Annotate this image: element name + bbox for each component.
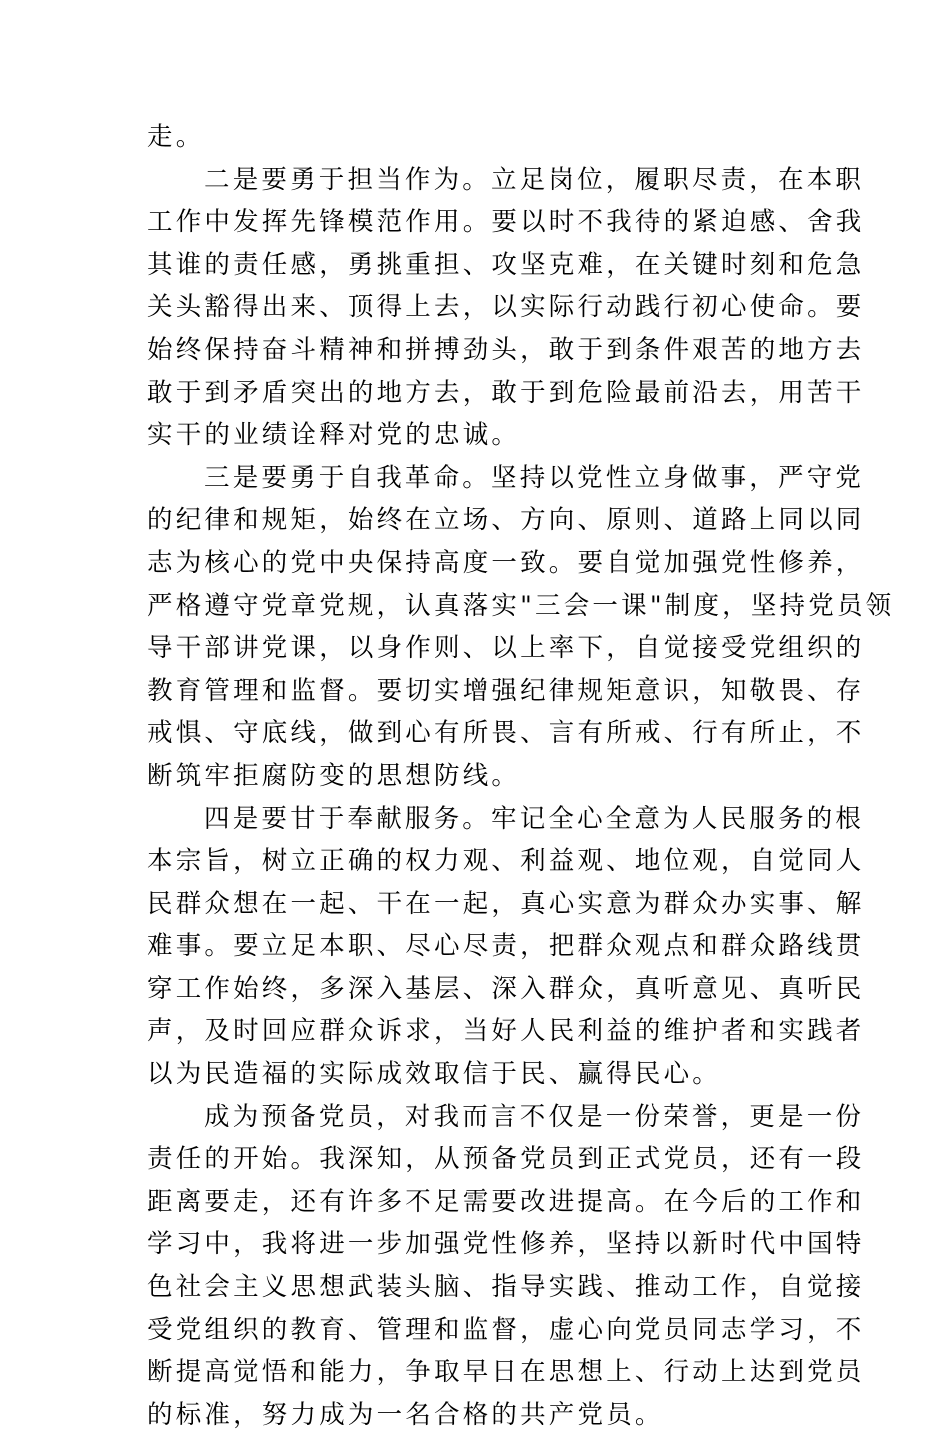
text-line: 受党组织的教育、管理和监督，虚心向党员同志学习，不 <box>147 1314 865 1345</box>
text-line: 学习中，我将进一步加强党性修养，坚持以新时代中国特 <box>147 1229 865 1260</box>
text-line: 始终保持奋斗精神和拼搏劲头，敢于到条件艰苦的地方去 <box>147 334 865 365</box>
text-line: 本宗旨，树立正确的权力观、利益观、地位观，自觉同人 <box>147 846 865 877</box>
text-line: 的纪律和规矩，始终在立场、方向、原则、道路上同以同 <box>147 505 865 536</box>
text-line: 导干部讲党课，以身作则、以上率下，自觉接受党组织的 <box>147 633 865 664</box>
text-line: 其谁的责任感，勇挑重担、攻坚克难，在关键时刻和危急 <box>147 249 865 280</box>
text-line: 断筑牢拒腐防变的思想防线。 <box>147 760 521 791</box>
text-line: 难事。要立足本职、尽心尽责，把群众观点和群众路线贯 <box>147 931 865 962</box>
text-line: 四是要甘于奉献服务。牢记全心全意为人民服务的根 <box>204 803 865 834</box>
text-line: 工作中发挥先锋模范作用。要以时不我待的紧迫感、舍我 <box>147 207 865 238</box>
text-line: 教育管理和监督。要切实增强纪律规矩意识，知敬畏、存 <box>147 675 865 706</box>
text-line: 声，及时回应群众诉求，当好人民利益的维护者和实践者 <box>147 1016 865 1047</box>
text-line: 实干的业绩诠释对党的忠诚。 <box>147 420 521 451</box>
paragraph-conclusion <box>147 1096 865 1436</box>
text-line: 三是要勇于自我革命。坚持以党性立身做事，严守党 <box>204 462 865 493</box>
text-line: 敢于到矛盾突出的地方去，敢于到危险最前沿去，用苦干 <box>147 377 865 408</box>
text-line: 责任的开始。我深知，从预备党员到正式党员，还有一段 <box>147 1144 865 1175</box>
text-line: 二是要勇于担当作为。立足岗位，履职尽责，在本职 <box>204 164 865 195</box>
text-line: 关头豁得出来、顶得上去，以实际行动践行初心使命。要 <box>147 292 865 323</box>
document-body <box>147 116 895 1436</box>
text-line: 走。 <box>147 122 205 152</box>
text-line: 色社会主义思想武装头脑、指导实践、推动工作，自觉接 <box>147 1272 865 1303</box>
text-line: 严格遵守党章党规，认真落实"三会一课"制度，坚持党员领 <box>147 590 895 621</box>
text-line: 距离要走，还有许多不足需要改进提高。在今后的工作和 <box>147 1186 865 1217</box>
text-line: 以为民造福的实际成效取信于民、赢得民心。 <box>147 1059 722 1090</box>
text-line: 戒惧、守底线，做到心有所畏、言有所戒、行有所止，不 <box>147 718 865 749</box>
text-line: 的标准，努力成为一名合格的共产党员。 <box>147 1399 664 1430</box>
text-line: 民群众想在一起、干在一起，真心实意为群众办实事、解 <box>147 888 865 919</box>
paragraph-self-revolution <box>147 457 895 798</box>
text-line: 断提高觉悟和能力，争取早日在思想上、行动上达到党员 <box>147 1357 865 1388</box>
paragraph-dedication-service <box>147 798 865 1096</box>
text-line: 成为预备党员，对我而言不仅是一份荣誉，更是一份 <box>204 1101 865 1132</box>
paragraph-continuation <box>147 116 807 159</box>
text-line: 志为核心的党中央保持高度一致。要自觉加强党性修养， <box>147 547 865 578</box>
paragraph-take-responsibility <box>147 159 865 457</box>
text-line: 穿工作始终，多深入基层、深入群众，真听意见、真听民 <box>147 973 865 1004</box>
